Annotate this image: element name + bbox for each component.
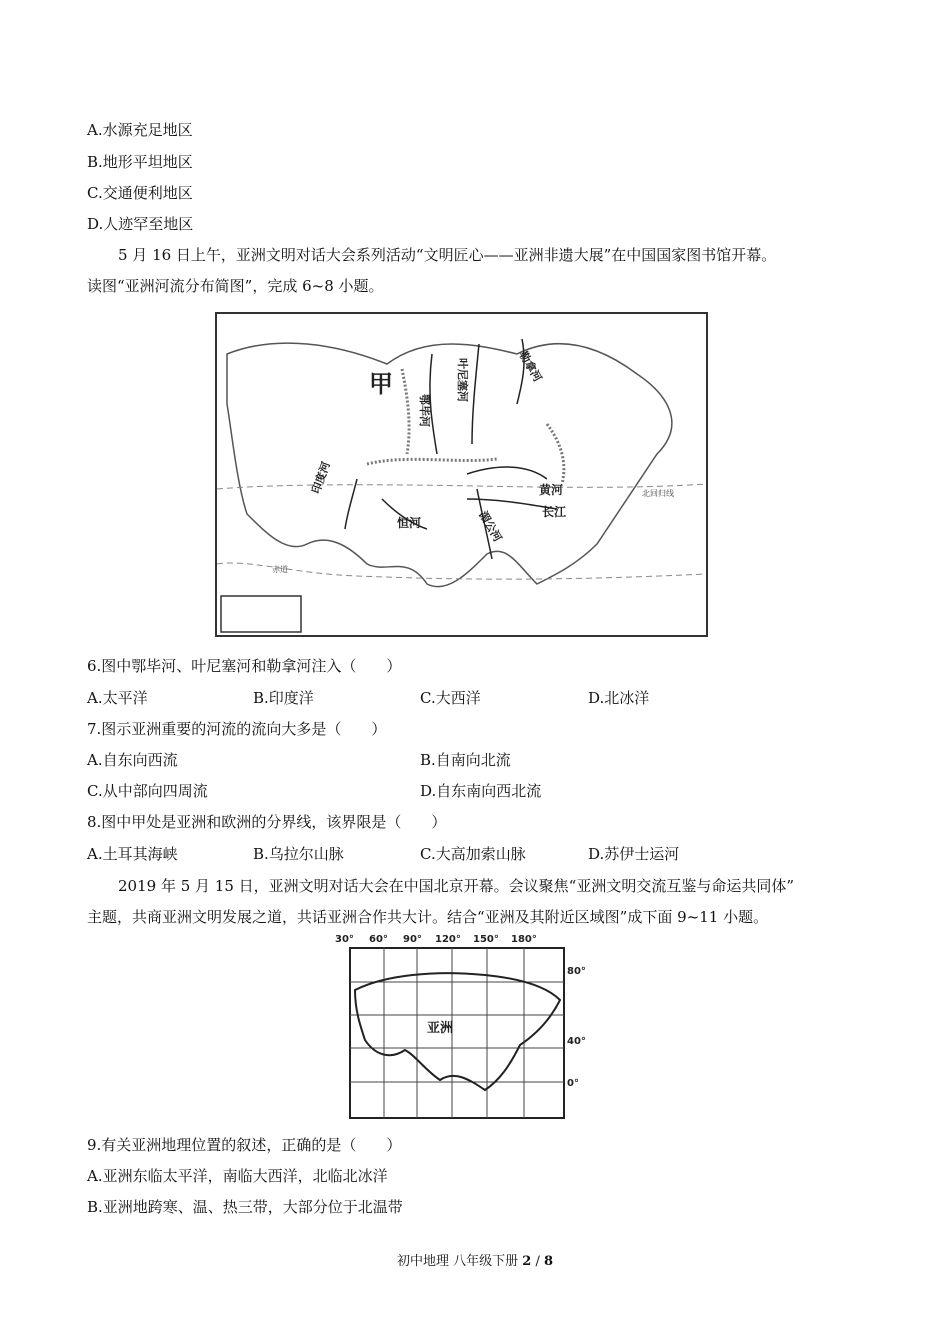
asia-grid-map (335, 930, 595, 1126)
q8-stem: 8.图中甲处是亚洲和欧洲的分界线，该界限是（ ） (87, 813, 447, 831)
label-mekong: 湄公河 (476, 509, 505, 545)
q9-option-b: B.亚洲地跨寒、温、热三带，大部分位于北温带 (87, 1198, 403, 1216)
q7-option-c: C.从中部向四周流 (87, 782, 208, 800)
intro1-line1: 5 月 16 日上午，亚洲文明对话大会系列活动“文明匠心——亚洲非遗大展”在中国国家图书馆开幕。 (118, 246, 777, 264)
asia-rivers-map (215, 312, 708, 637)
lon-90: 90° (403, 934, 422, 945)
q6-option-a: A.太平洋 (87, 689, 148, 707)
label-indus: 印度河 (309, 459, 333, 496)
lat-80: 80° (567, 966, 586, 977)
intro2-line1: 2019 年 5 月 15 日，亚洲文明对话大会在中国北京开幕。会议聚焦“亚洲文明交流互鉴与命运共同体” (118, 877, 794, 895)
q7-option-b: B.自南向北流 (420, 751, 511, 769)
q6-option-c: C.大西洋 (420, 689, 481, 707)
q8-option-d: D.苏伊士运河 (588, 845, 680, 863)
q5-option-a: A.水源充足地区 (87, 121, 193, 139)
q8-option-c: C.大高加索山脉 (420, 845, 526, 863)
label-ganges: 恒河 (397, 516, 422, 530)
lon-30: 30° (335, 934, 354, 945)
map2-label-asia: 亚洲 (427, 1021, 454, 1036)
q9-stem: 9.有关亚洲地理位置的叙述，正确的是（ ） (87, 1136, 402, 1154)
label-ob: 鄂毕河 (418, 394, 431, 427)
q6-stem: 6.图中鄂毕河、叶尼塞河和勒拿河注入（ ） (87, 657, 402, 675)
q5-option-d: D.人迹罕至地区 (87, 215, 194, 233)
page-footer (0, 1250, 950, 1269)
q7-stem: 7.图示亚洲重要的河流的流向大多是（ ） (87, 720, 387, 738)
lon-120: 120° (435, 934, 461, 945)
label-lena: 勒拿河 (516, 349, 545, 385)
q6-option-b: B.印度洋 (253, 689, 314, 707)
lon-60: 60° (369, 934, 388, 945)
label-yenisei: 叶尼塞河 (456, 358, 469, 402)
q5-option-c: C.交通便利地区 (87, 184, 193, 202)
footer-text: 初中地理 八年级下册 (396, 1254, 519, 1269)
asia-rivers-map-svg (217, 314, 706, 635)
q5-option-b: B.地形平坦地区 (87, 153, 193, 171)
lat-40: 40° (567, 1036, 586, 1047)
label-equator: 赤道 (272, 565, 288, 574)
lat-0: 0° (567, 1078, 579, 1089)
q7-option-d: D.自东南向西北流 (420, 782, 542, 800)
q9-option-a: A.亚洲东临太平洋，南临大西洋，北临北冰洋 (87, 1167, 388, 1185)
lon-180: 180° (511, 934, 537, 945)
footer-total: 8 (543, 1254, 554, 1269)
label-jia: 甲 (369, 370, 393, 398)
label-tropic: 北回归线 (642, 489, 674, 498)
lon-150: 150° (473, 934, 499, 945)
q8-option-a: A.土耳其海峡 (87, 845, 178, 863)
label-yangtze: 长江 (542, 505, 567, 519)
intro1-line2: 读图“亚洲河流分布简图”，完成 6~8 小题。 (87, 277, 384, 295)
intro2-line2: 主题，共商亚洲文明发展之道，共话亚洲合作共大计。结合“亚洲及其附近区域图”成下面 9~11 小题。 (87, 908, 769, 926)
q6-option-d: D.北冰洋 (588, 689, 650, 707)
q7-option-a: A.自东向西流 (87, 751, 178, 769)
footer-sep: / (531, 1254, 544, 1269)
asia-grid-map-svg (335, 930, 595, 1126)
footer-page: 2 (522, 1254, 532, 1269)
q8-option-b: B.乌拉尔山脉 (253, 845, 344, 863)
label-yellow-river: 黄河 (539, 483, 564, 497)
